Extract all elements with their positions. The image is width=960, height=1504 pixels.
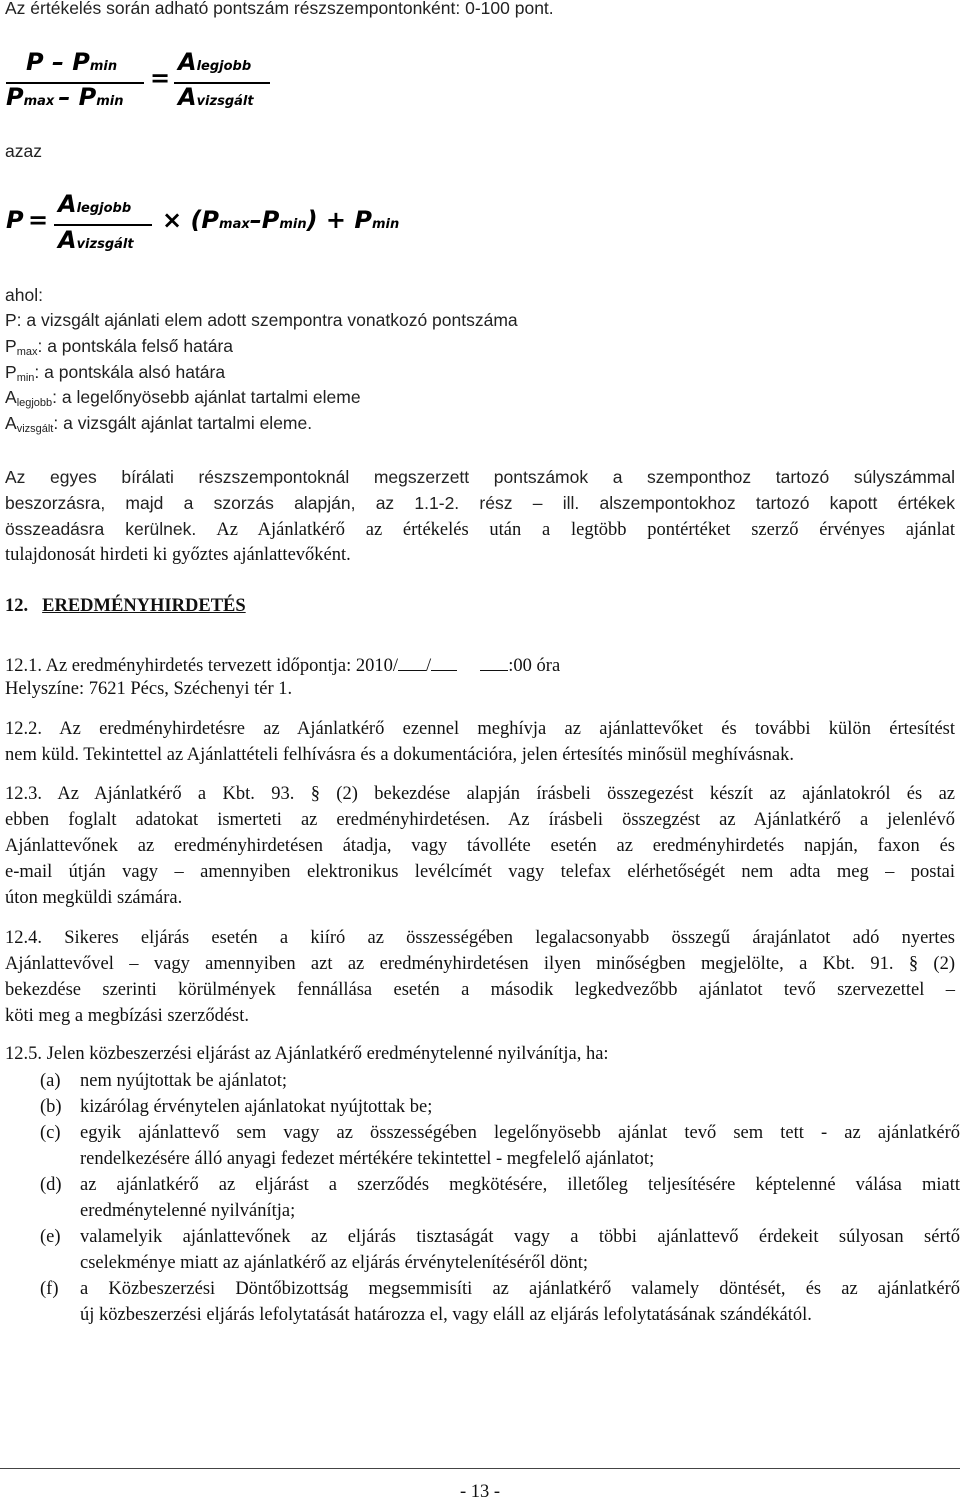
f1-lhs-den-sub1: max (23, 94, 55, 109)
def-p: P: a vizsgált ajánlati elem adott szempontra vonatkozó pontszáma (5, 310, 518, 330)
f2-num-sub: legjobb (76, 201, 132, 216)
page-number: - 13 - (459, 1482, 501, 1502)
section-12-2-l1: 12.2. Az eredményhirdetésre az Ajánlatkérő ezennel meghívja az ajánlattevőket és további külön értesítést (5, 719, 955, 739)
ahol-label: ahol: (5, 285, 43, 305)
f1-rhs-den: A (178, 83, 197, 111)
footer-divider (0, 1468, 960, 1469)
heading-number: 12. (5, 596, 29, 616)
section-12-2-l2: nem küld. Tekintettel az Ajánlattételi felhívásra és a dokumentációra, jelen értesítés minősül meghívásnak. (5, 745, 794, 765)
f2-rest-close: ) + P (306, 206, 372, 234)
f1-rhs-den-sub: vizsgált (196, 94, 254, 109)
def-avizsgalt: $A_{vizsgált}$: a vizsgált ajánlat tartalmi eleme. (5, 413, 313, 435)
section-heading (5, 596, 246, 617)
f2-p: P (6, 206, 24, 234)
intro-line: Az értékelés során adható pontszám részszempontonként: 0-100 pont. (5, 0, 554, 18)
f1-lhs-num-sub: min (89, 59, 118, 74)
section-12-5-intro: 12.5. Jelen közbeszerzési eljárást az Ajánlatkérő eredménytelenné nyilvánítja, ha: (5, 1044, 609, 1064)
f1-lhs-num: P – P (26, 48, 90, 76)
f1-equals: = (150, 64, 171, 92)
heading-title: EREDMÉNYHIRDETÉS (42, 596, 246, 616)
f2-rest-sub2: min (279, 217, 307, 232)
section-12-1-date: 12.1. Az eredményhirdetés tervezett időpontja: 2010/ / :00 óra (5, 652, 560, 677)
f2-rest-sub1: max (219, 217, 250, 232)
document-page: Az értékelés során adható pontszám részszempontonként: 0-100 pont. P – Pmin Pmax – Pmin = Alegjobb Avizsgált azaz P = Alegjobb Avizsgált × (Pmax–Pmin) + Pmin ahol: P: a vizsgált ajánlati elem adott szempontra vonatkozó pontszáma $P_{max}$: a pontskála felső határa $P_{min}$: a pontskála alsó határa $A_{legjobb}$: a legelőnyösebb ajánlat tartalmi eleme $A_{vizsgált}$: a vizsgált ajánlat tartalmi eleme. Az egyes bírálati részszempontoknál megszerzett pontszámok a szemponthoz tartozó súlyszámmal beszorzásra, majd a szorzás alapján, az 1.1-2. rész – ill. alszempontokhoz tartozó kapott értékek összeadásra kerülnek. Az Ajánlatkérő az értékelés után a legtöbb pontértéket szerző érvényes ajánlat tulajdonosát hirdeti ki győztes ajánlattevőként. 12. EREDMÉNYHIRDETÉS 12.1. Az eredményhirdetés tervezett időpontja: 2010/ / :00 óra Helyszíne: 7621 Pécs, Széchenyi tér 1. 12.2. Az eredményhirdetésre az Ajánlatkérő ezennel meghívja az ajánlattevőket és további külön értesítést nem küld. Tekintettel az Ajánlattételi felhívásra és a dokumentációra, jelen értesítés minősül meghívásnak. 12.3. Az Ajánlatkérő a Kbt. 93. § (2) bekezdése alapján írásbeli összegezést készít az ajánlatokról és az ebben foglalt adatokat ismerteti az eredményhirdetésen. Az írásbeli összegzést az Ajánlatkérő a jelenlévő Ajánlattevőnek az eredményhirdetésen átadja, vagy távolléte esetén az eredményhirdetés napján, faxon és e-mail útján vagy – amennyiben elektronikus levélcímét vagy telefax elérhetőségét nem adta meg – postai úton megküldi számára. 12.4. Sikeres eljárás esetén a kiíró az összességében legalacsonyabb összegű árajánlatot adó nyertes Ajánlattevővel – vagy amennyiben azt az eredményhirdetésen ilyen minőségben megjelölte, a Kbt. 91. § (2) bekezdése szerinti körülmények fennállása esetén a második legkedvezőbb ajánlatot tevő szervezettel – köti meg a megbízási szerződést. 12.5. Jelen közbeszerzési eljárást az Ajánlatkérő eredménytelenné nyilvánítja, ha: (a) nem nyújtottak be ajánlatot; (b) kizárólag érvénytelen ajánlatokat nyújtottak be; (c) egyik ajánlattevő sem vagy az összességében legelőnyösebb ajánlat tevő sem tett - az ajánlatkérő rendelkezésére álló anyagi fedezet mértékére tekintettel - megfelelő ajánlatot; (d) az ajánlatkérő az eljárást a szerződés megkötésére, illetőleg teljesítésére képtelenné válása miatt eredménytelenné nyilvánítja; (e) valamelyik ajánlattevőnek az eljárás tisztaságát vagy a többi ajánlattevő érdekeit súlyosan sértő cselekménye miatt az ajánlatkérő az eljárás érvénytelenítéséről dönt; (f) a Közbeszerzési Döntőbizottság megsemmisíti az ajánlatkérő valamely döntését, és az ajánlatkérő új közbeszerzési eljárás lefolytatását határozza el, vagy eláll az eljárás lefolytatásának szándékától. - 13 - (0, 0, 960, 1504)
f2-equals: = (28, 206, 49, 234)
f2-den: A (58, 226, 77, 254)
f2-den-sub: vizsgált (76, 237, 134, 252)
f2-rest-sub3: min (372, 217, 400, 232)
f2-rest-mid: –P (249, 206, 280, 234)
f2-rest-open: × (P (162, 206, 220, 234)
f2-num: A (58, 190, 77, 218)
f1-rhs-num: A (178, 48, 197, 76)
f1-rhs-num-sub: legjobb (196, 59, 252, 74)
def-pmin: $P_{min}$: a pontskála alsó határa (5, 362, 226, 384)
f1-lhs-den-p1: P (6, 83, 24, 111)
def-alegjobb: $A_{legjobb}$: a legelőnyösebb ajánlat tartalmi eleme (5, 387, 361, 409)
def-pmax: $P_{max}$: a pontskála felső határa (5, 336, 234, 358)
azaz-word: azaz (5, 141, 42, 161)
section-12-1-location: Helyszíne: 7621 Pécs, Széchenyi tér 1. (5, 679, 293, 699)
f1-lhs-den-sub2: min (96, 94, 124, 109)
f1-lhs-den-p2: – P (58, 83, 97, 111)
